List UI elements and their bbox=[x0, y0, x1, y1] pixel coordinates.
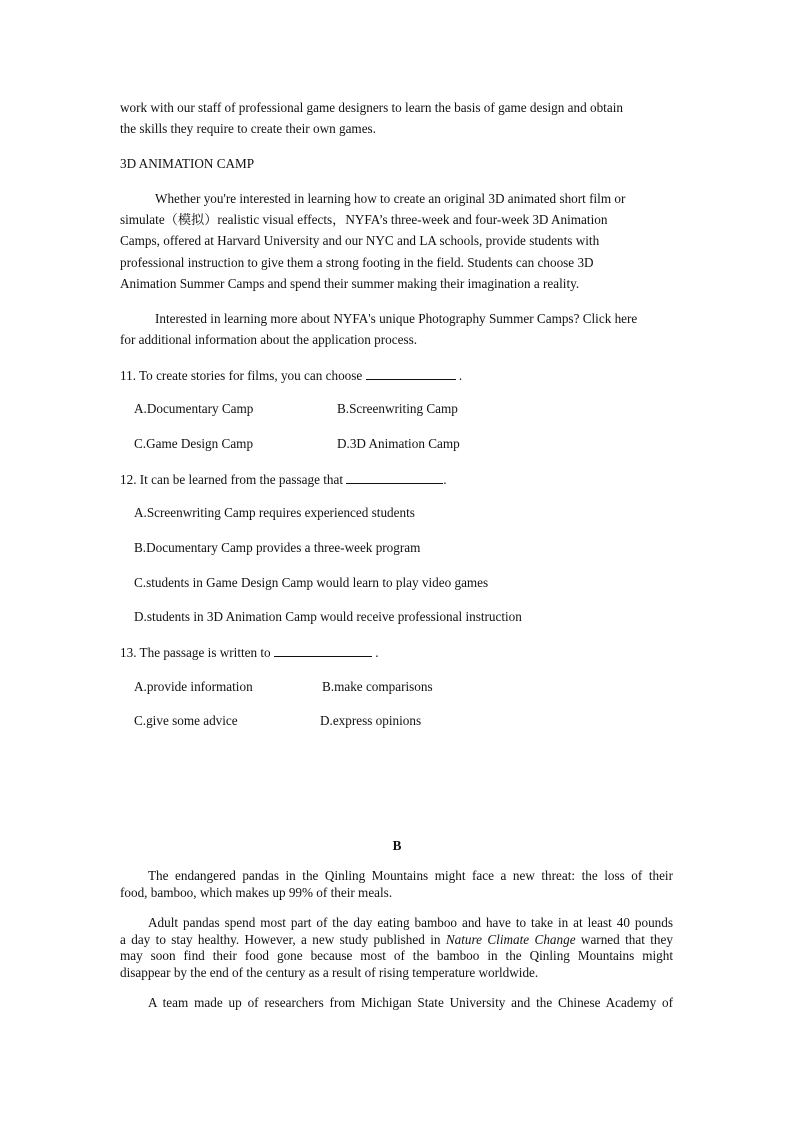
section-b-title: B bbox=[392, 838, 402, 853]
question-11 bbox=[120, 367, 462, 384]
question-12-stem: 12. It can be learned from the passage that bbox=[120, 472, 343, 487]
option-12-d: D.students in 3D Animation Camp would receive professional instruction bbox=[134, 609, 522, 624]
option-13-d: D.express opinions bbox=[320, 713, 422, 728]
answer-blank-13 bbox=[274, 644, 372, 657]
animation-line-1: Whether you're interested in learning how to create an original 3D animated short film or bbox=[155, 191, 626, 206]
option-13-a: A.provide information bbox=[134, 679, 253, 694]
b-p3-line-1: A team made up of researchers from Michigan State University and the Chinese Academy of bbox=[148, 995, 673, 1010]
question-12 bbox=[120, 471, 447, 488]
b-p2-line-2-c: warned that they bbox=[575, 932, 673, 947]
b-p2-line-1: Adult pandas spend most part of the day eating bamboo and have to take in at least 40 pounds bbox=[148, 915, 673, 930]
question-13-tail: . bbox=[375, 645, 379, 660]
option-13-c: C.give some advice bbox=[134, 713, 238, 728]
b-p2-line-4: disappear by the end of the century as a result of rising temperature worldwide. bbox=[120, 965, 539, 980]
b-p2-line-2 bbox=[120, 932, 673, 948]
animation-line-4: professional instruction to give them a strong footing in the field. Students can choose 3D bbox=[120, 255, 594, 270]
b-p1-line-1: The endangered pandas in the Qinling Mountains might face a new threat: the loss of their bbox=[148, 868, 673, 883]
option-13-b: B.make comparisons bbox=[322, 679, 433, 694]
animation-line-5: Animation Summer Camps and spend their summer making their imagination a reality. bbox=[120, 276, 580, 291]
question-11-tail: . bbox=[458, 368, 463, 383]
animation-line-2: simulate（模拟）realistic visual effects，NYFA’s three-week and four-week 3D Animation bbox=[120, 212, 608, 227]
more-info-line-2: for additional information about the application process. bbox=[120, 332, 418, 347]
question-13-stem: 13. The passage is written to bbox=[120, 645, 271, 660]
question-12-tail: . bbox=[443, 472, 447, 487]
section-heading-3d-animation: 3D ANIMATION CAMP bbox=[120, 156, 255, 171]
more-info-line-1: Interested in learning more about NYFA's unique Photography Summer Camps? Click here bbox=[155, 311, 638, 326]
intro-line-1: work with our staff of professional game designers to learn the basis of game design and obtain bbox=[120, 100, 623, 115]
option-11-c: C.Game Design Camp bbox=[134, 436, 254, 451]
question-13 bbox=[120, 644, 379, 661]
intro-line-2: the skills they require to create their own games. bbox=[120, 121, 376, 136]
option-11-a: A.Documentary Camp bbox=[134, 401, 254, 416]
option-12-a: A.Screenwriting Camp requires experienced students bbox=[134, 505, 415, 520]
option-12-c: C.students in Game Design Camp would learn to play video games bbox=[134, 575, 489, 590]
answer-blank-12 bbox=[346, 471, 443, 484]
b-p2-line-2-a: a day to stay healthy. However, a new study published in bbox=[120, 932, 446, 947]
answer-blank-11 bbox=[366, 367, 456, 380]
question-11-stem: 11. To create stories for films, you can choose bbox=[120, 368, 363, 383]
animation-line-3: Camps, offered at Harvard University and our NYC and LA schools, provide students with bbox=[120, 233, 600, 248]
b-p2-line-3: may soon find their food gone because most of the bamboo in the Qinling Mountains might bbox=[120, 948, 673, 963]
b-p1-line-2: food, bamboo, which makes up 99% of their meals. bbox=[120, 885, 393, 900]
option-12-b: B.Documentary Camp provides a three-week program bbox=[134, 540, 421, 555]
option-11-d: D.3D Animation Camp bbox=[337, 436, 460, 451]
option-11-b: B.Screenwriting Camp bbox=[337, 401, 458, 416]
journal-title: Nature Climate Change bbox=[445, 932, 576, 947]
